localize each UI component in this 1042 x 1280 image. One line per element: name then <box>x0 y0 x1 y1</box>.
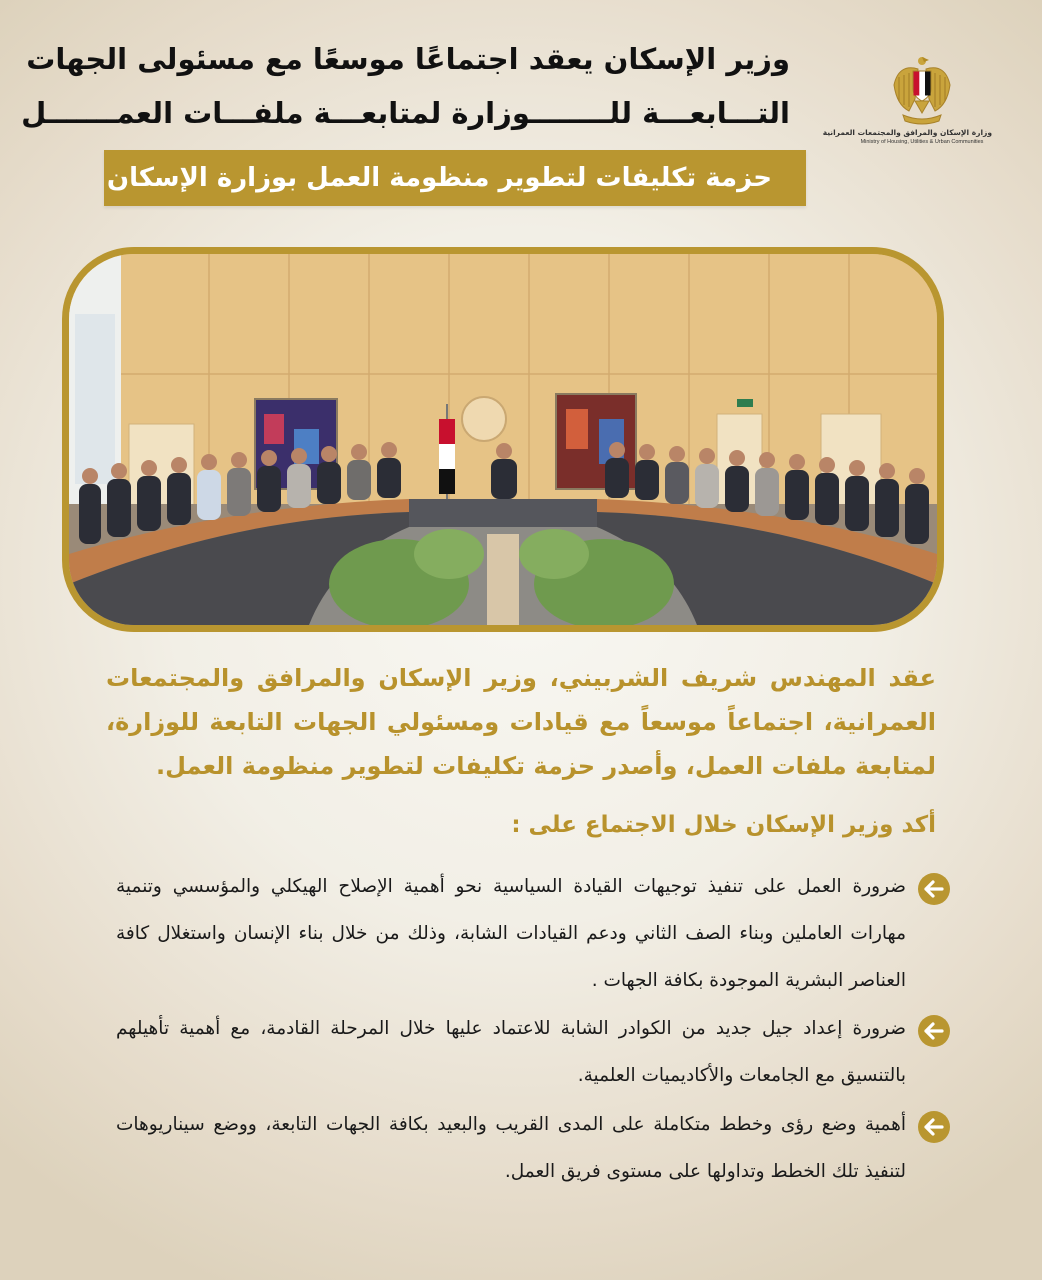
arrow-left-circle-icon <box>918 1015 950 1047</box>
subtitle-text: حزمة تكليفات لتطوير منظومة العمل بوزارة الإسكان <box>106 163 772 193</box>
logo-caption-english: Ministry of Housing, Utilities & Urban Communities <box>860 139 984 145</box>
bullet-item-1 <box>116 863 950 1004</box>
arrow-left-circle-icon <box>918 873 950 905</box>
bullet-item-3 <box>116 1101 950 1195</box>
ministry-logo <box>822 55 992 160</box>
logo-caption-arabic: وزارة الإسكان والمرافق والمجتمعات العمرانية <box>822 128 992 137</box>
intro-paragraph: عقد المهندس شريف الشربيني، وزير الإسكان والمرافق والمجتمعات العمرانية، اجتماعاً موسعاً مع قيادات ومسئولي الجهات التابعة للوزارة، لمتابعة ملفات العمل، وأصدر حزمة تكليفات لتطوير منظومة العمل. <box>106 664 936 780</box>
page-title-line-1: وزير الإسكان يعقد اجتماعًا موسعًا مع مسئولى الجهات <box>26 42 790 76</box>
bullet-text: ضرورة العمل على تنفيذ توجيهات القيادة السياسية نحو أهمية الإصلاح الهيكلي والمؤسسي وتنمية مهارات العاملين وبناء الصف الثاني ودعم القيادات الشابة، وذلك من خلال بناء الإنسان واستغلال كافة العناصر البشرية الموجودة بكافة الجهات . <box>116 876 906 991</box>
subtitle-banner <box>104 150 806 206</box>
egypt-eagle-emblem-icon <box>891 55 953 125</box>
bullet-text: أهمية وضع رؤى وخطط متكاملة على المدى القريب والبعيد بكافة الجهات التابعة، ووضع سيناريوهات لتنفيذ تلك الخطط وتداولها على مستوى فريق العمل. <box>116 1114 906 1182</box>
meeting-photo <box>62 247 944 632</box>
bullet-text: ضرورة إعداد جيل جديد من الكوادر الشابة للاعتماد عليها خلال المرحلة القادمة، مع أهمية تأهيلهم بالتنسيق مع الجامعات والأكاديميات العلمية. <box>116 1018 906 1086</box>
page-title-line-2: التـــابعـــة للــــــــوزارة لمتابعـــة ملفـــات العمـــــــل <box>21 96 790 130</box>
bullet-item-2 <box>116 1005 950 1099</box>
section-heading: أكد وزير الإسكان خلال الاجتماع على : <box>511 812 936 838</box>
arrow-left-circle-icon <box>918 1111 950 1143</box>
